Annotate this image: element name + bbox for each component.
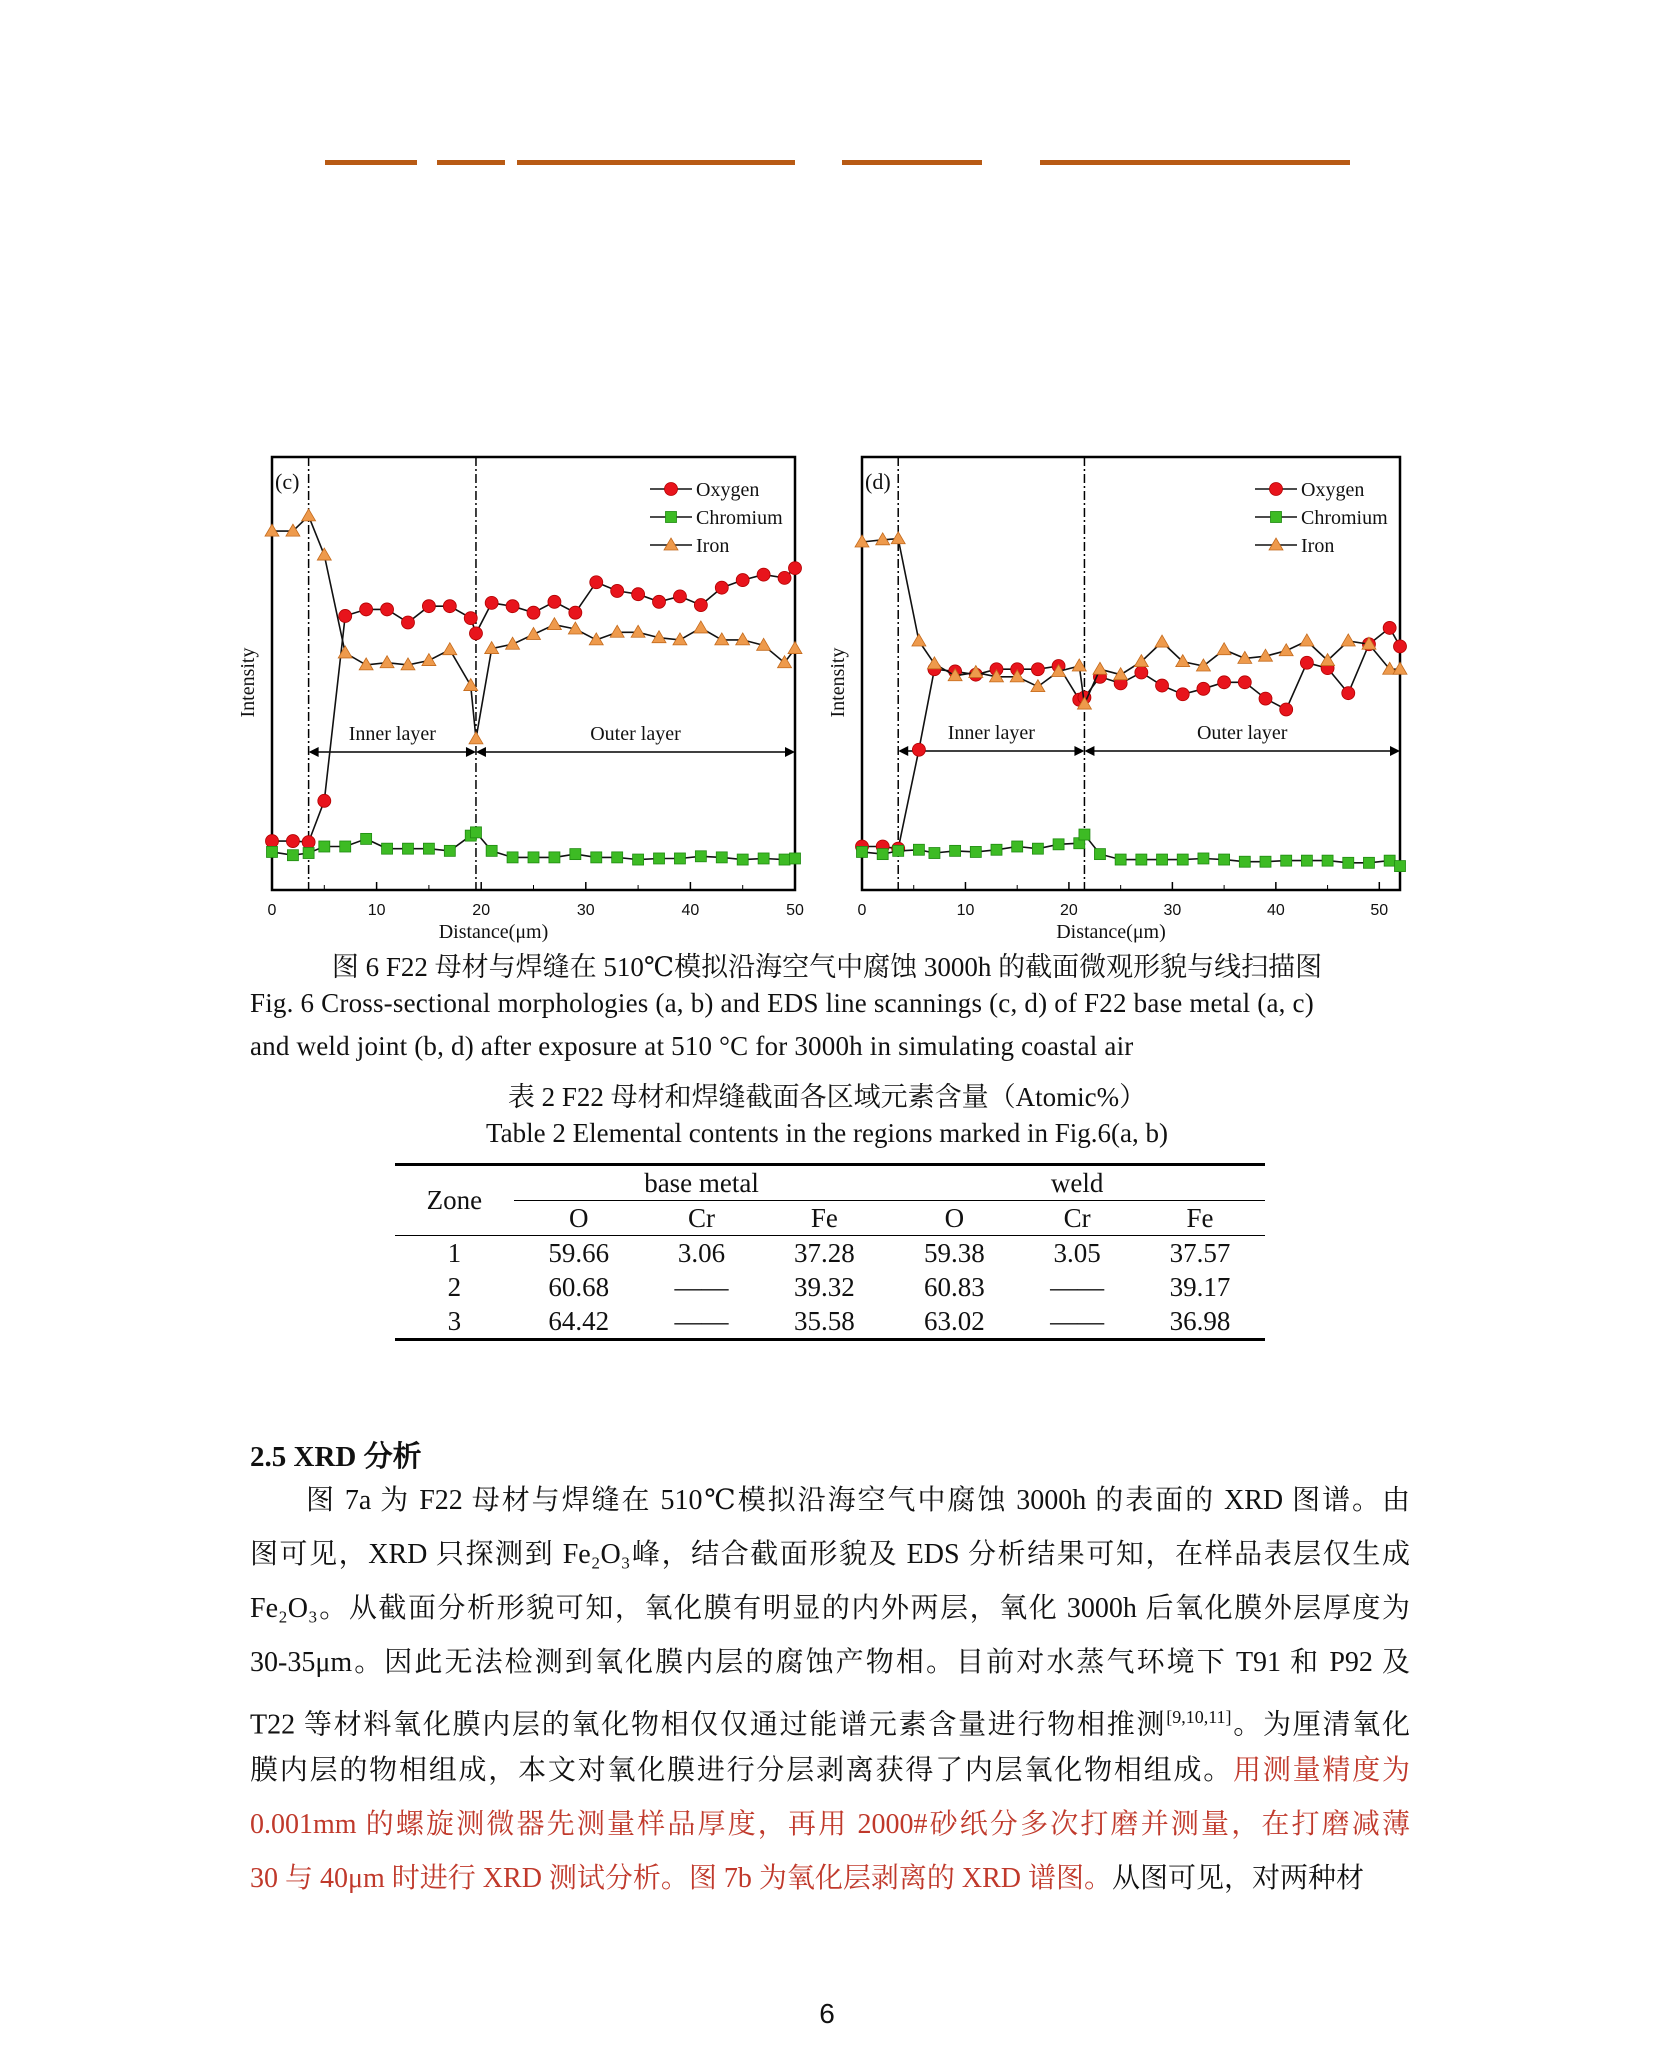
- table-caption-en: Table 2 Elemental contents in the regions marked in Fig.6(a, b): [486, 1118, 1168, 1148]
- chromium-point: [929, 848, 940, 859]
- iron-point: [1341, 634, 1355, 646]
- group-header-weld: weld: [889, 1165, 1265, 1201]
- chromium-point: [1053, 839, 1064, 850]
- iron-point: [778, 656, 792, 668]
- table-cell: ——: [674, 1305, 729, 1336]
- eds-line-scan-chart-d: [820, 455, 1430, 945]
- oxygen-point: [665, 483, 678, 496]
- outer-layer-arrow-head: [785, 747, 795, 757]
- chromium-point: [1395, 861, 1406, 872]
- outer-layer-arrow-head: [1084, 746, 1094, 756]
- iron-point: [506, 637, 520, 649]
- x-tick-label: 10: [956, 902, 975, 919]
- chromium-point: [695, 851, 706, 862]
- chromium-series: [267, 827, 801, 865]
- chromium-point: [486, 845, 497, 856]
- iron-point: [1217, 643, 1231, 655]
- oxygen-series: [266, 562, 802, 849]
- table-row: [395, 1270, 1265, 1304]
- iron-point: [891, 532, 905, 544]
- chromium-point: [970, 846, 981, 857]
- chromium-point: [790, 853, 801, 864]
- chromium-point: [1115, 854, 1126, 865]
- oxygen-point: [569, 606, 582, 619]
- chromium-point: [666, 512, 677, 523]
- oxygen-point: [673, 590, 686, 603]
- x-tick-label: 0: [857, 902, 867, 919]
- page-number: 6: [819, 1998, 835, 2029]
- table-row: [395, 1304, 1265, 1340]
- eds-line-scan-chart-c: [230, 455, 830, 945]
- paragraph-line: [250, 1528, 1410, 1582]
- chromium-point: [1136, 854, 1147, 865]
- legend-label: Chromium: [696, 507, 783, 529]
- iron-point: [380, 656, 394, 668]
- legend-label: Chromium: [1301, 507, 1388, 529]
- paragraph-line: [250, 1636, 1410, 1690]
- oxygen-line: [862, 628, 1400, 849]
- table-cell: 59.38: [923, 1237, 985, 1268]
- oxygen-point: [611, 584, 624, 597]
- chromium-point: [716, 852, 727, 863]
- x-tick-label: 40: [1266, 902, 1285, 919]
- element-content-table: [395, 1163, 1265, 1341]
- chromium-line: [862, 835, 1400, 867]
- column-header: O: [944, 1202, 965, 1233]
- chromium-point: [758, 853, 769, 864]
- table-cell: 1: [447, 1237, 462, 1268]
- chromium-point: [1239, 856, 1250, 867]
- legend-entry: [650, 507, 783, 529]
- iron-point: [547, 618, 561, 630]
- chromium-point: [737, 854, 748, 865]
- header-rule: [325, 160, 417, 165]
- oxygen-point: [912, 743, 925, 756]
- table-cell: 39.17: [1169, 1271, 1231, 1302]
- table-row: [395, 1236, 1265, 1271]
- outer-layer-label: Outer layer: [1196, 722, 1288, 744]
- section-heading: 2.5 XRD 分析: [250, 1441, 422, 1473]
- chromium-point: [1219, 854, 1230, 865]
- paragraph-line: [250, 1582, 1410, 1636]
- x-tick-label: 40: [681, 902, 700, 919]
- table-cell: ——: [1050, 1305, 1105, 1336]
- iron-point: [1155, 635, 1169, 647]
- iron-point: [317, 548, 331, 560]
- x-tick-label: 30: [576, 902, 595, 919]
- outer-layer-arrow-head: [1390, 746, 1400, 756]
- oxygen-point: [1300, 656, 1313, 669]
- legend-entry: [1255, 479, 1364, 501]
- iron-point: [736, 633, 750, 645]
- legend-label: Oxygen: [1301, 479, 1365, 501]
- x-axis-label: Distance(μm): [438, 921, 549, 943]
- table-cell: ——: [1050, 1271, 1105, 1302]
- table-cell: 37.28: [793, 1237, 855, 1268]
- paragraph-line: [250, 1690, 1410, 1744]
- chromium-point: [674, 853, 685, 864]
- oxygen-point: [506, 600, 519, 613]
- oxygen-point: [469, 627, 482, 640]
- iron-point: [422, 654, 436, 666]
- table-cell: 60.68: [548, 1271, 610, 1302]
- oxygen-point: [422, 600, 435, 613]
- chromium-point: [591, 852, 602, 863]
- oxygen-point: [443, 600, 456, 613]
- oxygen-point: [1259, 692, 1272, 705]
- iron-point: [1269, 538, 1283, 550]
- oxygen-point: [632, 588, 645, 601]
- iron-line: [862, 539, 1400, 704]
- paragraph-text: 30-35μm。因此无法检测到氧化膜内层的腐蚀产物相。目前对水蒸气环境下 T91 和 P92 及: [250, 1647, 1410, 1678]
- oxygen-point: [302, 836, 315, 849]
- oxygen-point: [527, 606, 540, 619]
- iron-point: [338, 646, 352, 658]
- legend-entry: [650, 535, 729, 557]
- oxygen-point: [1342, 687, 1355, 700]
- chromium-point: [267, 846, 278, 857]
- chromium-point: [633, 854, 644, 865]
- oxygen-point: [1270, 483, 1283, 496]
- paragraph-text: 从图可见，对两种材: [1112, 1863, 1365, 1894]
- chromium-point: [1032, 843, 1043, 854]
- oxygen-point: [485, 596, 498, 609]
- iron-point: [788, 642, 802, 654]
- chromium-point: [303, 848, 314, 859]
- chromium-point: [340, 841, 351, 852]
- x-tick-label: 10: [367, 902, 386, 919]
- paragraph-text: 膜内层的物相组成，本文对氧化膜进行分层剥离获得了内层氧化物相组成。: [250, 1755, 1234, 1786]
- chromium-point: [570, 849, 581, 860]
- paragraph-line: [250, 1852, 1410, 1906]
- column-header: O: [569, 1202, 589, 1233]
- outer-layer-arrow-head: [476, 747, 486, 757]
- paragraph-text: 0.001mm 的螺旋测微器先测量样品厚度，再用 2000#砂纸分多次打磨并测量，在打磨减薄: [250, 1809, 1410, 1840]
- header-rule: [437, 160, 505, 165]
- iron-point: [927, 657, 941, 669]
- chromium-point: [1198, 853, 1209, 864]
- table-cell: ——: [674, 1271, 729, 1302]
- chromium-point: [1281, 855, 1292, 866]
- chromium-point: [1079, 829, 1090, 840]
- table-cell: 3: [447, 1305, 462, 1336]
- oxygen-point: [1238, 676, 1251, 689]
- figure-caption-en: Fig. 6 Cross-sectional morphologies (a, b) and EDS line scannings (c, d) of F22 base metal (a, c): [250, 988, 1314, 1018]
- oxygen-point: [715, 581, 728, 594]
- iron-point: [610, 625, 624, 637]
- paragraph-line: [250, 1744, 1410, 1798]
- oxygen-point: [694, 599, 707, 612]
- chromium-point: [1271, 512, 1282, 523]
- legend-label: Iron: [696, 535, 730, 557]
- oxygen-point: [789, 562, 802, 575]
- chromium-point: [287, 850, 298, 861]
- y-axis-label: Intensity: [827, 647, 849, 718]
- oxygen-point: [1218, 676, 1231, 689]
- header-rule: [842, 160, 982, 165]
- x-tick-label: 50: [786, 902, 804, 919]
- oxygen-point: [1135, 666, 1148, 679]
- table-caption-cn: 表 2 F22 母材和焊缝截面各区域元素含量（Atomic%）: [507, 1082, 1147, 1112]
- chromium-point: [991, 844, 1002, 855]
- oxygen-point: [318, 794, 331, 807]
- figure-caption-cn: 图 6 F22 母材与焊缝在 510℃模拟沿海空气中腐蚀 3000h 的截面微观形貌与线扫描图: [331, 952, 1323, 982]
- table-cell: 64.42: [548, 1305, 610, 1336]
- chromium-point: [1343, 857, 1354, 868]
- chromium-point: [507, 852, 518, 863]
- iron-point: [265, 524, 279, 536]
- oxygen-point: [590, 576, 603, 589]
- legend-label: Oxygen: [696, 479, 760, 501]
- x-axis-label: Distance(μm): [1056, 921, 1166, 943]
- x-tick-label: 20: [1060, 902, 1078, 919]
- oxygen-point: [736, 574, 749, 587]
- chromium-point: [1177, 854, 1188, 865]
- paragraph-text: Fe₂O₃。从截面分析形貌可知，氧化膜有明显的内外两层，氧化 3000h 后氧化膜外层厚度为: [250, 1593, 1410, 1624]
- header-rule: [1040, 160, 1350, 165]
- inner-layer-label: Inner layer: [348, 723, 436, 745]
- chromium-point: [1094, 849, 1105, 860]
- inner-layer-arrow-head: [309, 747, 319, 757]
- paragraph-line: [250, 1474, 1410, 1528]
- iron-point: [694, 621, 708, 633]
- chromium-point: [950, 845, 961, 856]
- chromium-point: [1384, 855, 1395, 866]
- iron-point: [912, 634, 926, 646]
- legend-entry: [1255, 507, 1388, 529]
- oxygen-point: [286, 835, 299, 848]
- iron-point: [443, 643, 457, 655]
- chromium-point: [612, 852, 623, 863]
- body-paragraph: [250, 1474, 1410, 1906]
- table-cell: 35.58: [793, 1305, 855, 1336]
- oxygen-point: [1383, 621, 1396, 634]
- inner-layer-label: Inner layer: [947, 722, 1035, 744]
- x-tick-label: 30: [1163, 902, 1182, 919]
- iron-point: [1093, 662, 1107, 674]
- citation-superscript: [9,10,11]: [1166, 1707, 1232, 1727]
- oxygen-point: [360, 603, 373, 616]
- oxygen-point: [401, 616, 414, 629]
- oxygen-point: [266, 835, 279, 848]
- column-header: Cr: [688, 1202, 716, 1233]
- oxygen-point: [1156, 679, 1169, 692]
- oxygen-point: [1176, 688, 1189, 701]
- table-cell: 37.57: [1169, 1237, 1231, 1268]
- chromium-point: [877, 849, 888, 860]
- chromium-point: [893, 845, 904, 856]
- paragraph-text: T22 等材料氧化膜内层的氧化物相仅仅通过能谱元素含量进行物相推测: [250, 1709, 1167, 1741]
- group-header-base-metal: base metal: [514, 1165, 890, 1201]
- oxygen-point: [1031, 663, 1044, 676]
- oxygen-point: [653, 595, 666, 608]
- chromium-point: [1301, 855, 1312, 866]
- table-cell: 2: [447, 1271, 462, 1302]
- table-cell: 63.02: [923, 1305, 985, 1336]
- column-header: Fe: [1186, 1202, 1214, 1233]
- panel-label: (c): [275, 469, 300, 494]
- x-tick-label: 0: [267, 902, 277, 919]
- paragraph-text: 图可见，XRD 只探测到 Fe₂O₃峰，结合截面形貌及 EDS 分析结果可知，在样品表层仅生成: [250, 1539, 1410, 1570]
- paragraph-text: 图 7a 为 F22 母材与焊缝在 510℃模拟沿海空气中腐蚀 3000h 的表面的 XRD 图谱。由: [306, 1485, 1410, 1516]
- figure-caption-en: and weld joint (b, d) after exposure at 510 °C for 3000h in simulating coastal air: [250, 1031, 1134, 1061]
- table-cell: 3.06: [677, 1237, 726, 1268]
- oxygen-point: [548, 595, 561, 608]
- oxygen-point: [339, 609, 352, 622]
- oxygen-point: [1394, 640, 1407, 653]
- chromium-point: [319, 841, 330, 852]
- oxygen-point: [1280, 703, 1293, 716]
- chromium-point: [549, 852, 560, 863]
- iron-point: [715, 633, 729, 645]
- chromium-series: [857, 829, 1406, 872]
- y-axis-label: Intensity: [237, 647, 259, 718]
- chromium-point: [361, 833, 372, 844]
- iron-point: [664, 538, 678, 550]
- iron-point: [1031, 680, 1045, 692]
- oxygen-point: [381, 603, 394, 616]
- inner-layer-arrow-head: [466, 747, 476, 757]
- chromium-point: [382, 843, 393, 854]
- iron-point: [527, 627, 541, 639]
- x-tick-label: 50: [1370, 902, 1389, 919]
- chromium-point: [913, 844, 924, 855]
- chromium-point: [1157, 854, 1168, 865]
- oxygen-point: [778, 571, 791, 584]
- inner-layer-arrow-head: [1074, 746, 1084, 756]
- paragraph-text: 用测量精度为: [1233, 1755, 1410, 1786]
- legend-label: Iron: [1301, 535, 1335, 557]
- iron-point: [1300, 634, 1314, 646]
- x-tick-label: 20: [472, 902, 491, 919]
- chromium-point: [654, 853, 665, 864]
- legend-entry: [650, 479, 759, 501]
- chromium-point: [1260, 856, 1271, 867]
- iron-point: [469, 732, 483, 744]
- chromium-point: [1363, 857, 1374, 868]
- iron-point: [1279, 644, 1293, 656]
- table-cell: 3.05: [1053, 1237, 1101, 1268]
- inner-layer-arrow-head: [898, 746, 908, 756]
- panel-label: (d): [865, 469, 891, 494]
- column-header: Cr: [1063, 1202, 1091, 1233]
- oxygen-point: [464, 612, 477, 625]
- chromium-point: [1012, 841, 1023, 852]
- iron-point: [1393, 662, 1407, 674]
- table-cell: 59.66: [548, 1237, 610, 1268]
- iron-point: [631, 625, 645, 637]
- chromium-point: [528, 852, 539, 863]
- header-rule: [517, 160, 795, 165]
- iron-series: [855, 532, 1407, 709]
- column-header: Fe: [810, 1202, 838, 1233]
- chromium-point: [470, 827, 481, 838]
- table-cell: 60.83: [923, 1271, 985, 1302]
- legend-entry: [1255, 535, 1334, 557]
- iron-point: [302, 509, 316, 521]
- chromium-point: [857, 846, 868, 857]
- table-cell: 39.32: [793, 1271, 855, 1302]
- oxygen-point: [1197, 682, 1210, 695]
- oxygen-point: [757, 568, 770, 581]
- paragraph-text: 30 与 40μm 时进行 XRD 测试分析。图 7b 为氧化层剥离的 XRD 谱图。: [250, 1863, 1113, 1894]
- chromium-point: [1322, 855, 1333, 866]
- outer-layer-label: Outer layer: [590, 723, 681, 745]
- paragraph-text: 。为厘清氧化: [1231, 1709, 1410, 1741]
- chromium-point: [423, 843, 434, 854]
- chromium-point: [402, 843, 413, 854]
- table-cell: 36.98: [1169, 1305, 1231, 1336]
- zone-header: Zone: [426, 1185, 483, 1215]
- paragraph-line: [250, 1798, 1410, 1852]
- chromium-point: [444, 845, 455, 856]
- chromium-point: [779, 854, 790, 865]
